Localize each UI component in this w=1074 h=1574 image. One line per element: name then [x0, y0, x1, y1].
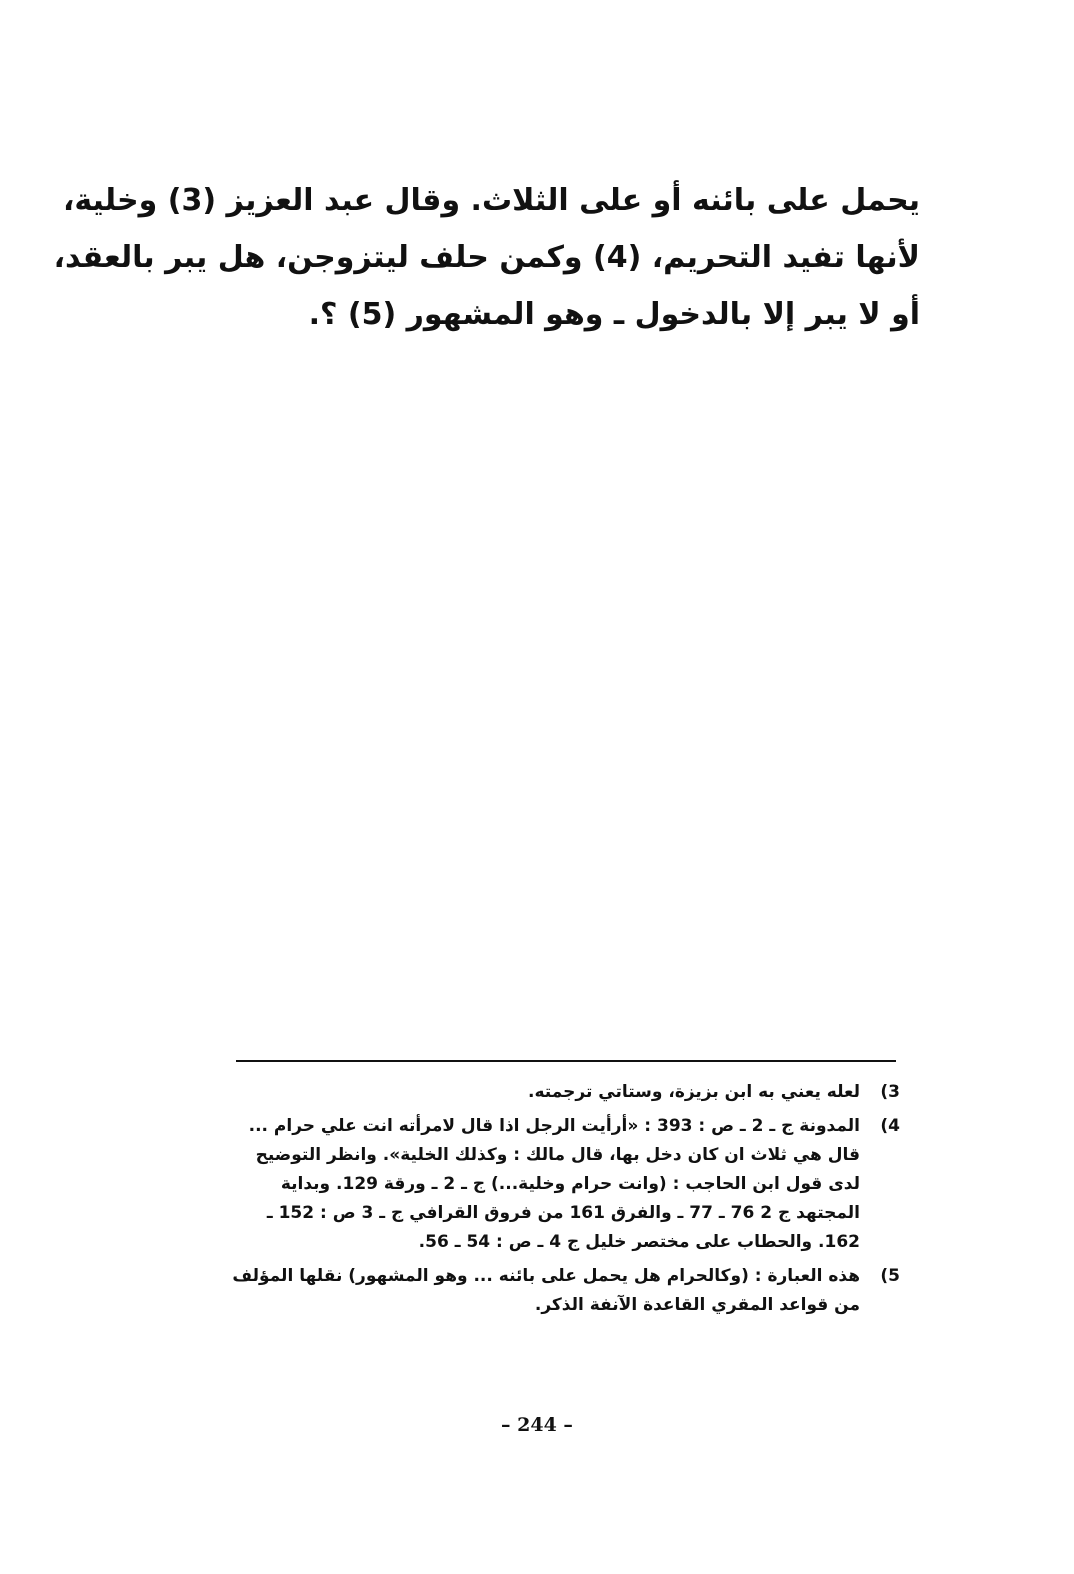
footnote-line: المدونة ج ـ 2 ـ ص : 393 : «أرأيت الرجل اذا قال لامرأته انت علي حرام ... — [248, 1116, 860, 1136]
footnote-number: (4 — [880, 1116, 900, 1136]
main-text — [53, 172, 920, 343]
main-text-line: لأنها تفيد التحريم، (4) وكمن حلف ليتزوجن، هل يبر بالعقد، — [53, 240, 920, 275]
footnote-line: المجتهد ج 2 76 ـ 77 ـ والفرق 161 من فروق القرافي ج ـ 3 ص : 152 ـ — [266, 1203, 860, 1223]
footnote-3 — [230, 1078, 900, 1107]
footnote-line: 162. والحطاب على مختصر خليل ج 4 ـ ص : 54 ـ 56. — [418, 1232, 860, 1252]
footnote-number: (3 — [880, 1082, 900, 1102]
footnote-line: من قواعد المقري القاعدة الآنفة الذكر. — [534, 1295, 860, 1315]
footnote-line: لدى قول ابن الحاجب : (وانت حرام وخلية...) ج ـ 2 ـ ورقة 129. وبداية — [280, 1174, 860, 1194]
footnote-line: لعله يعني به ابن بزيزة، وستاتي ترجمته. — [528, 1082, 860, 1102]
footnote-5 — [230, 1262, 900, 1320]
page-number: – 244 – — [501, 1414, 573, 1436]
footnote-body — [230, 1078, 860, 1107]
footnote-body — [230, 1112, 860, 1257]
footnote-4 — [230, 1112, 900, 1257]
footnote-body — [230, 1262, 860, 1320]
footnote-line: قال هي ثلاث ان كان دخل بها، قال مالك : وكذلك الخلية». وانظر التوضيح — [255, 1145, 860, 1165]
main-text-line: يحمل على بائنه أو على الثلاث. وقال عبد العزيز (3) وخلية، — [62, 183, 920, 218]
footnote-number: (5 — [880, 1266, 900, 1286]
footnotes — [230, 1078, 900, 1325]
main-text-line: أو لا يبر إلا بالدخول ـ وهو المشهور (5) ؟. — [308, 297, 920, 332]
footnote-separator — [236, 1060, 896, 1062]
footnote-line: هذه العبارة : (وكالحرام هل يحمل على بائنه ... وهو المشهور) نقلها المؤلف — [232, 1266, 860, 1286]
